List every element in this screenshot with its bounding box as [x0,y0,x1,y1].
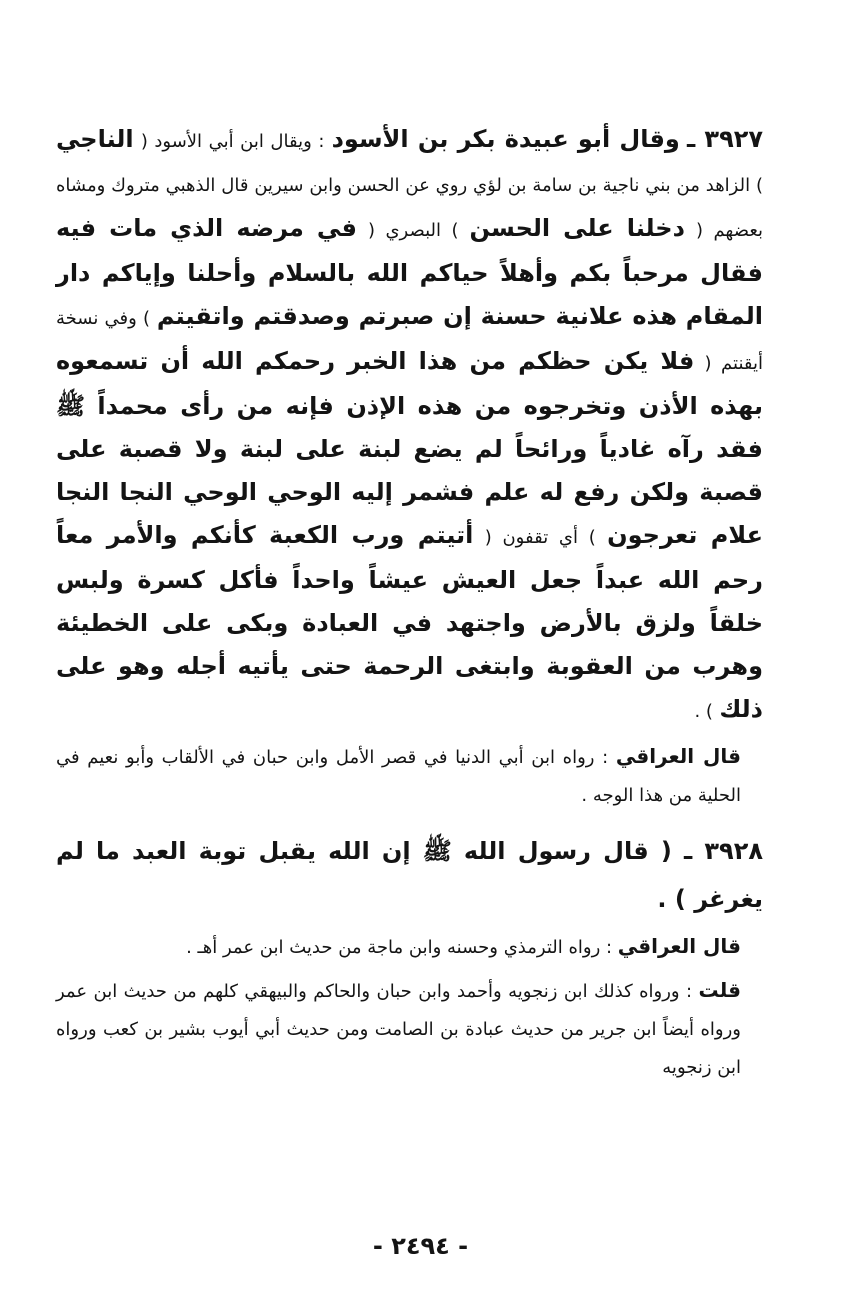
hadith-entry-3927 [56,118,763,733]
hadith-opening: دخلنا على الحسن [469,214,685,242]
entry-number: ٣٩٢٨ ـ [684,837,763,865]
commentary-text: : رواه الترمذي وحسنه وابن ماجة من حديث ابن عمر أهـ . [186,937,613,958]
entry-number: ٣٩٢٧ ـ [687,125,764,153]
page-number: - ٢٤٩٤ - [372,1232,469,1260]
hadith-text-part-2: فلا يكن حظكم من هذا الخبر رحمكم الله أن تسمعوه بهذه الأذن وتخرجوه من هذه الإذن فإنه من رأى محمداً ﷺ فقد رآه غادياً ورائحاً لم يضع لبنة على لبنة ولا قصبة على قصبة ولكن رفع له علم فشمر إليه الوحي الوحي النجا النجا علام تعرجون [56,347,764,549]
narrator-alias: : ويقال ابن أبي الأسود ( [140,131,325,152]
editor-note-label: قلت [698,978,741,1002]
commentary-iraqi-1 [56,737,763,815]
hadith-closing: ) . [694,701,713,722]
editor-note [56,971,763,1087]
word-gloss: ) أي تقفون ( [484,527,596,548]
commentary-label: قال العراقي [615,744,741,768]
hadith-text-part-1: في مرضه الذي مات فيه فقال مرحباً بكم وأهلاً حياكم الله بالسلام وأحلنا وإياكم دار المقام هذه علانية حسنة إن صبرتم وصدقتم واتقيتم [56,214,764,330]
manuscript-variant-note: ) وفي نسخة أيقنتم ( [56,308,763,374]
narrator-epithet: الناجي [56,125,134,153]
commentary-iraqi-2 [56,927,763,967]
hadith-entry-3928 [56,827,763,923]
hadith-text-part-3: أتيتم ورب الكعبة كأنكم والأمر معاً رحم الله عبداً جعل العيش عيشاً واحداً فأكل كسرة ولبس خلقاً ولزق بالأرض واجتهد في العبادة وبكى على الخطيئة وهرب من العقوبة وابتغى الرحمة حتى يأتيه أجله وهو على ذلك [56,521,763,723]
narrator-name: وقال أبو عبيدة بكر بن الأسود [331,125,680,153]
commentary-text: : رواه ابن أبي الدنيا في قصر الأمل وابن حبان في الألقاب وأبو نعيم في الحلية من هذا الوجه . [56,747,741,806]
commentary-label: قال العراقي [617,934,741,958]
editor-note-text: : ورواه كذلك ابن زنجويه وأحمد وابن حبان والحاكم والبيهقي كلهم من حديث ابن عمر ورواه أيضاً ابن جرير من حديث عبادة بن الصامت ومن حديث أبي أيوب بشير بن كعب ورواه ابن زنجويه [56,981,741,1078]
narrator-biography: ) الزاهد من بني ناجية بن سامة بن لؤي روي عن الحسن وابن سيرين قال الذهبي متروك ومشاه بعضهم ( [56,175,764,241]
hadith-text: ( قال رسول الله ﷺ إن الله يقبل توبة العبد ما لم يغرغر ) . [56,837,763,913]
hadith-connector: ) البصري ( [368,220,459,241]
